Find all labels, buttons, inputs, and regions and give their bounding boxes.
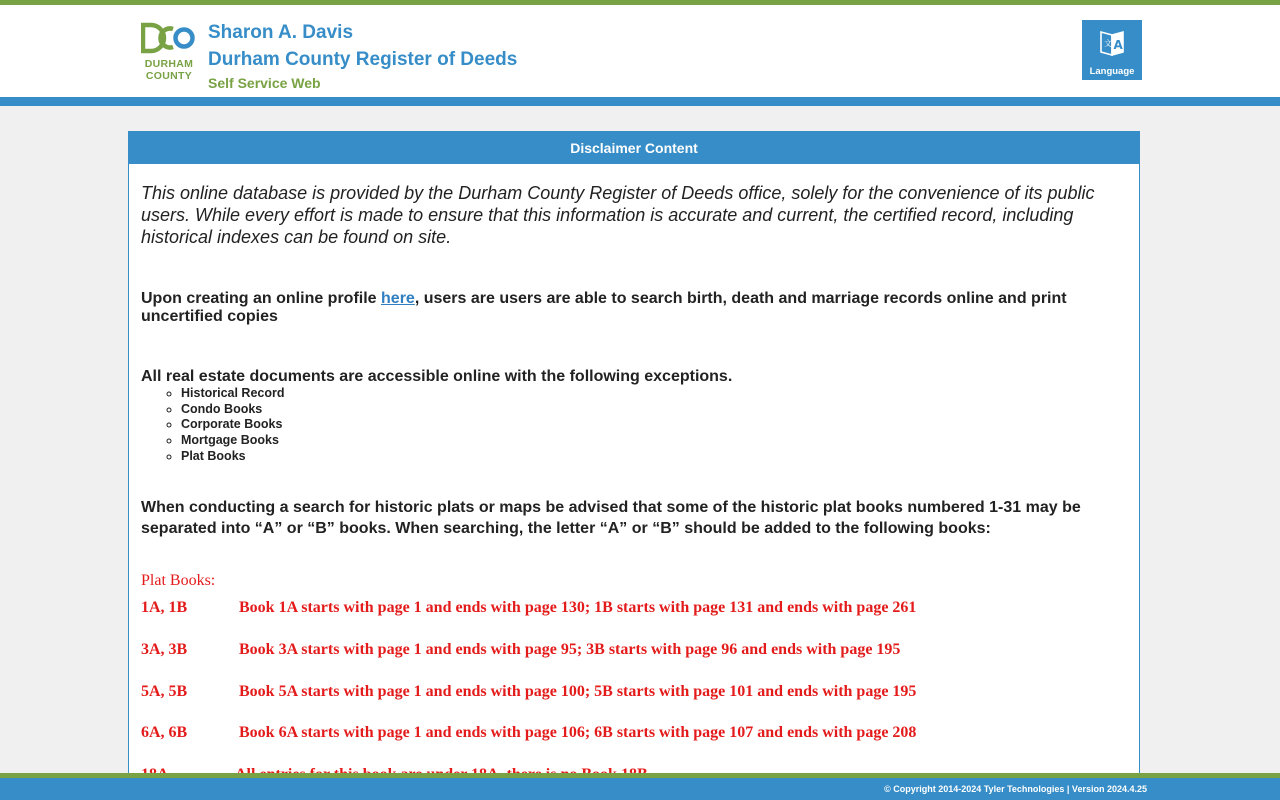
list-item: ◦ Plat Books xyxy=(181,449,1127,465)
language-label: Language xyxy=(1089,66,1135,77)
register-name: Sharon A. Davis xyxy=(208,22,354,43)
exceptions-list xyxy=(141,386,1127,465)
svg-text:文: 文 xyxy=(1104,39,1112,48)
panel-body xyxy=(129,164,1139,786)
header-divider xyxy=(0,97,1280,106)
plat-book-row xyxy=(141,683,1127,703)
dco-logo-icon xyxy=(141,22,195,54)
profile-paragraph xyxy=(141,290,1127,326)
site-footer xyxy=(0,778,1280,800)
list-item: ◦ Mortgage Books xyxy=(181,433,1127,449)
svg-text:A: A xyxy=(1113,38,1123,52)
panel-title: Disclaimer Content xyxy=(129,131,1139,164)
language-button[interactable] xyxy=(1082,20,1142,80)
create-profile-link[interactable]: here xyxy=(381,290,415,307)
logo-wordmark xyxy=(141,58,197,82)
title-block xyxy=(208,21,517,92)
exceptions-heading: All real estate documents are accessible online with the following exceptions. xyxy=(141,368,733,385)
plat-book-code: 1A, 1B xyxy=(141,598,188,616)
plat-book-row xyxy=(141,599,1127,619)
site-header xyxy=(0,5,1280,97)
site-subtitle: Self Service Web xyxy=(208,75,321,91)
copyright-text: © Copyright 2014-2024 Tyler Technologies | Version 2024.4.25 xyxy=(884,784,1147,794)
disclaimer-panel xyxy=(128,131,1140,792)
profile-text-suffix: , users are users are able to search birth, death and marriage records online and print uncertified copies xyxy=(141,290,1067,325)
language-translate-icon xyxy=(1098,28,1126,56)
plats-note: When conducting a search for historic plats or maps be advised that some of the historic plat books numbered 1-31 may be separated into “A” or “B” books. When searching, the letter “A” or “B” should be added to the following books: xyxy=(141,498,1081,537)
plat-book-code: 6A, 6B xyxy=(141,723,188,741)
intro-paragraph: This online database is provided by the Durham County Register of Deeds office, solely for the convenience of its public users. While every effort is made to ensure that this information is accurate and current, the certified record, including historical indexes can be found on site. xyxy=(141,183,1095,247)
plat-book-code: 3A, 3B xyxy=(141,640,188,658)
logo-text-county: COUNTY xyxy=(145,70,193,82)
plat-books-title: Plat Books: xyxy=(141,571,216,589)
logo-text-durham: DURHAM xyxy=(144,58,194,70)
plat-book-desc: Book 5A starts with page 1 and ends with page 100; 5B starts with page 101 and ends with page 195 xyxy=(239,682,917,700)
profile-text-prefix: Upon creating an online profile xyxy=(141,290,382,307)
plat-book-desc: Book 6A starts with page 1 and ends with page 106; 6B starts with page 107 and ends with page 208 xyxy=(239,723,917,741)
list-item: ◦ Historical Record xyxy=(181,386,1127,402)
plat-book-desc: Book 3A starts with page 1 and ends with page 95; 3B starts with page 96 and ends with page 195 xyxy=(239,640,901,658)
durham-county-logo[interactable] xyxy=(141,20,197,84)
list-item: ◦ Condo Books xyxy=(181,402,1127,418)
plat-book-row xyxy=(141,724,1127,744)
list-item: ◦ Corporate Books xyxy=(181,417,1127,433)
plat-book-code: 5A, 5B xyxy=(141,682,188,700)
office-title: Durham County Register of Deeds xyxy=(208,49,518,70)
plat-book-row xyxy=(141,641,1127,661)
plat-book-desc: Book 1A starts with page 1 and ends with page 130; 1B starts with page 131 and ends with page 261 xyxy=(239,598,917,616)
